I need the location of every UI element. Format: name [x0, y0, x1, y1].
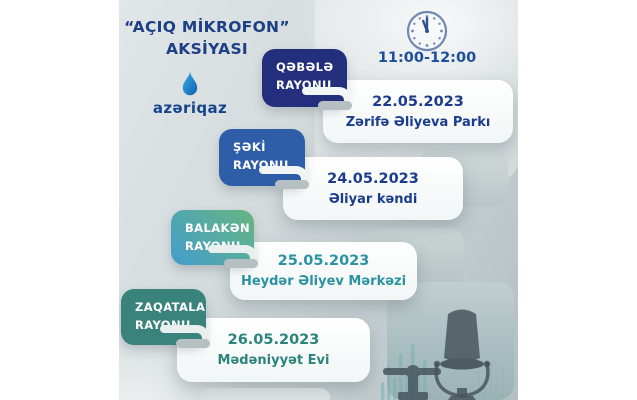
region-name-line2: RAYONU	[135, 317, 191, 332]
partial-card	[200, 388, 330, 400]
flame-icon	[179, 70, 201, 97]
brand-logo	[127, 70, 253, 117]
event-venue: Zərifə Əliyeva Parkı	[345, 114, 491, 130]
mic-clip-icon	[259, 164, 317, 192]
event-venue: Heydər Əliyev Mərkəzi	[240, 274, 407, 289]
poster	[119, 0, 518, 400]
mic-clip-icon	[208, 243, 266, 271]
event-venue: Əliyar kəndi	[328, 191, 418, 207]
event-date: 25.05.2023	[277, 253, 370, 269]
poster-title-line1: “AÇIQ MİKROFON”	[124, 18, 290, 36]
poster-title-line2: AKSİYASI	[165, 40, 248, 59]
event-venue: Mədəniyyət Evi	[217, 353, 330, 368]
time-range: 11:00-12:00	[377, 50, 477, 66]
region-name-line2: RAYONU	[185, 238, 241, 253]
region-name-line1: ŞƏKİ	[233, 140, 266, 154]
region-name-line2: RAYONU	[233, 157, 289, 172]
event-date: 22.05.2023	[372, 93, 464, 110]
region-name-line2: RAYONU	[276, 77, 332, 92]
event-date: 24.05.2023	[327, 170, 419, 187]
region-name-line1: QƏBƏLƏ	[276, 60, 334, 74]
region-name-line1: BALAKƏN	[185, 221, 250, 235]
brand-name: azəriqaz	[152, 99, 228, 117]
mic-clip-icon	[160, 323, 218, 351]
region-name-line1: ZAQATALA	[135, 300, 206, 314]
event-date: 26.05.2023	[227, 332, 320, 348]
mic-clip-icon	[302, 85, 360, 113]
